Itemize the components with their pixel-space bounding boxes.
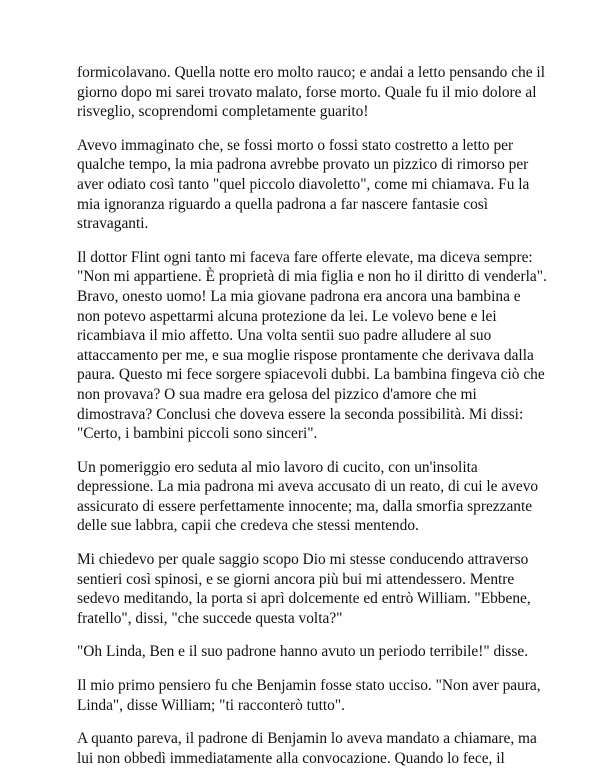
paragraph-6: "Oh Linda, Ben e il suo padrone hanno avuto un periodo terribile!" disse. xyxy=(77,643,529,661)
paragraph-8: A quanto pareva, il padrone di Benjamin lo aveva mandato a chiamare, ma lui non obbedì immediatamente alla convocazione. Quando lo fece, il xyxy=(77,730,537,767)
paragraph-1: formicolavano. Quella notte ero molto rauco; e andai a letto pensando che il giorno dopo mi sarei trovato malato, forse morto. Quale fu il mio dolore al risveglio, scoprendomi completamente guarito! xyxy=(77,64,545,121)
document-page xyxy=(77,63,547,782)
paragraph-7: Il mio primo pensiero fu che Benjamin fosse stato ucciso. "Non aver paura, Linda", disse William; "ti racconterò tutto". xyxy=(77,677,541,714)
paragraph-3: Il dottor Flint ogni tanto mi faceva fare offerte elevate, ma diceva sempre: "Non mi appartiene. È proprietà di mia figlia e non ho il diritto di venderla". Bravo, onesto uomo! La mia giovane padrona era ancora una bambina e non potevo aspettarmi alcuna protezione da lei. Le volevo bene e lei ricambiava il mio affetto. Una volta sentii suo padre alludere al suo attaccamento per me, e sua moglie rispose prontamente che derivava dalla paura. Questo mi fece sorgere spiacevoli dubbi. La bambina fingeva ciò che non provava? O sua madre era gelosa del pizzico d'amore che mi dimostrava? Conclusi che doveva essere la seconda possibilità. Mi dissi: "Certo, i bambini piccoli sono sinceri". xyxy=(77,248,547,443)
paragraph-4: Un pomeriggio ero seduta al mio lavoro di cucito, con un'insolita depressione. La mia padrona mi aveva accusato di un reato, di cui le avevo assicurato di essere perfettamente innocente; ma, dalla smorfia sprezzante delle sue labbra, capii che credeva che stessi mentendo. xyxy=(77,458,539,535)
paragraph-2: Avevo immaginato che, se fossi morto o fossi stato costretto a letto per qualche tempo, la mia padrona avrebbe provato un pizzico di rimorso per aver odiato così tanto "quel piccolo diavoletto", come mi chiamava. Fu la mia ignoranza riguardo a quella padrona a far nascere fantasie così stravaganti. xyxy=(77,136,530,233)
paragraph-5: Mi chiedevo per quale saggio scopo Dio mi stesse conducendo attraverso sentieri così spinosi, e se giorni ancora più bui mi attendessero. Mentre sedevo meditando, la porta si aprì dolcemente ed entrò William. "Ebbene, fratello", dissi, "che succede questa volta?" xyxy=(77,551,531,627)
